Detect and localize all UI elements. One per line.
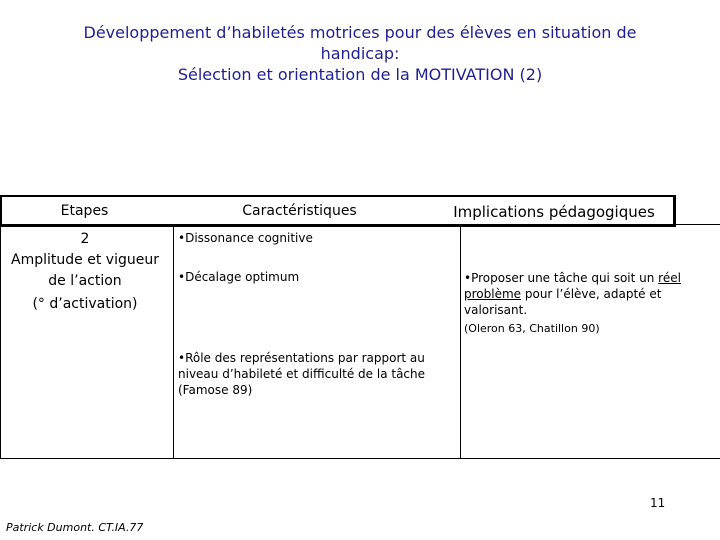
- caracteristique-2: •Décalage optimum: [178, 270, 300, 284]
- author-credit: Patrick Dumont. CT.IA.77: [6, 521, 144, 534]
- etapes-cell: [0, 229, 170, 315]
- etape-line-2: de l’action: [48, 273, 122, 289]
- etape-number: 2: [80, 231, 90, 247]
- table-header: [0, 195, 676, 227]
- table-bottom-border: [0, 458, 720, 459]
- slide-title: [40, 22, 680, 85]
- implication-underlined: réel problème: [464, 271, 681, 301]
- header-caracteristiques: Caractéristiques: [242, 203, 357, 219]
- header-etapes: Etapes: [60, 203, 109, 219]
- caracteristique-1: •Dissonance cognitive: [178, 231, 313, 245]
- title-line-1: Développement d’habiletés motrices pour des élèves en situation de: [83, 23, 637, 42]
- page-number: 11: [650, 496, 666, 510]
- table-top-right: [676, 224, 720, 225]
- title-line-2: handicap:: [320, 44, 400, 63]
- header-implications: Implications pédagogiques: [453, 203, 655, 221]
- table-divider-2: [460, 226, 461, 458]
- title-line-3: Sélection et orientation de la MOTIVATION (2): [177, 65, 543, 84]
- etape-line-1: Amplitude et vigueur: [11, 252, 159, 268]
- implication-prefix: •Proposer une tâche qui soit un: [464, 271, 659, 285]
- implication-suffix: pour l’élève, adapté et valorisant.: [464, 287, 662, 317]
- implication-text: [464, 270, 704, 318]
- caracteristique-3: •Rôle des représentations par rapport au niveau d’habileté et difficulté de la tâche (Famose 89): [178, 351, 426, 397]
- etape-line-3: (° d’activation): [32, 296, 138, 312]
- table-divider-1: [173, 226, 174, 458]
- implication-reference: (Oleron 63, Chatillon 90): [464, 322, 600, 335]
